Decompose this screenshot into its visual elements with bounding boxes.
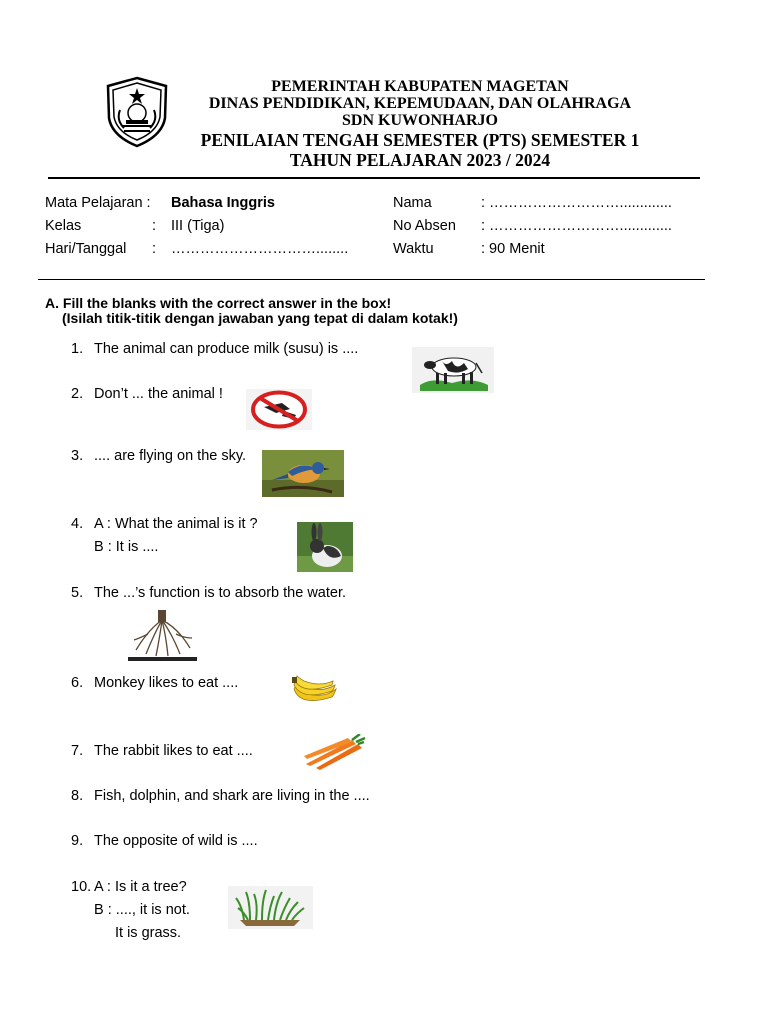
header-line-4: PENILAIAN TENGAH SEMESTER (PTS) SEMESTER 1 [200, 130, 640, 150]
question-7-number: 7. [71, 743, 84, 759]
header-line-1: PEMERINTAH KABUPATEN MAGETAN [271, 78, 569, 95]
question-5-number: 5. [71, 585, 84, 601]
banana-picture [290, 675, 338, 709]
question-4-number: 4. [71, 516, 84, 532]
question-10-text: A : Is it a tree? [94, 879, 187, 895]
time-label: Waktu [393, 241, 434, 257]
name-label: Nama [393, 195, 432, 211]
question-9-number: 9. [71, 833, 84, 849]
day-colon: : [152, 241, 157, 257]
question-4-text: A : What the animal is it ? [94, 516, 258, 532]
question-6-number: 6. [71, 675, 84, 691]
question-4-text-line-2: B : It is .... [94, 539, 159, 555]
subject-value: Bahasa Inggris [171, 195, 275, 211]
question-5-text: The ...’s function is to absorb the water. [94, 585, 347, 601]
time-value: : 90 Menit [481, 241, 545, 257]
class-value: III (Tiga) [171, 218, 225, 234]
bird-picture [262, 450, 344, 497]
no-feeding-sign [246, 389, 312, 430]
cow-picture [412, 347, 494, 393]
grass-picture [228, 886, 313, 929]
day-label: Hari/Tanggal [45, 241, 127, 257]
absen-label: No Absen [393, 218, 456, 234]
question-8-text: Fish, dolphin, and shark are living in the .... [94, 788, 370, 804]
class-colon: : [152, 218, 157, 234]
header-line-5: TAHUN PELAJARAN 2023 / 2024 [289, 150, 551, 170]
question-3-text: .... are flying on the sky. [94, 448, 247, 464]
question-10-text-line-3: It is grass. [115, 925, 182, 941]
question-1-text: The animal can produce milk (susu) is .... [94, 341, 359, 357]
question-10-number: 10. [71, 879, 92, 895]
name-value: : ………………………............. [481, 195, 672, 211]
section-a-title: A. Fill the blanks with the correct answer in the box! [45, 295, 392, 311]
question-9-text: The opposite of wild is .... [94, 833, 258, 849]
question-7-text: The rabbit likes to eat .... [94, 743, 253, 759]
question-3-number: 3. [71, 448, 84, 464]
question-2-text: Don’t ... the animal ! [94, 386, 223, 402]
info-divider [38, 279, 705, 280]
question-1-number: 1. [71, 341, 84, 357]
question-6-text: Monkey likes to eat .... [94, 675, 239, 691]
rabbit-picture [297, 522, 353, 572]
header-line-3: SDN KUWONHARJO [341, 112, 498, 129]
class-label: Kelas [45, 218, 82, 234]
question-8-number: 8. [71, 788, 84, 804]
subject-label: Mata Pelajaran : [45, 195, 151, 211]
header-line-2: DINAS PENDIDIKAN, KEPEMUDAAN, DAN OLAHRAGA [208, 95, 632, 112]
carrot-picture [302, 734, 366, 771]
absen-value: : ………………………............. [481, 218, 672, 234]
header-divider [48, 177, 700, 179]
day-value: …………………………........ [171, 241, 349, 257]
question-2-number: 2. [71, 386, 84, 402]
section-a-subtitle: (Isilah titik-titik dengan jawaban yang tepat di dalam kotak!) [62, 310, 458, 326]
question-10-text-line-2: B : ...., it is not. [94, 902, 190, 918]
roots-picture [128, 610, 197, 661]
